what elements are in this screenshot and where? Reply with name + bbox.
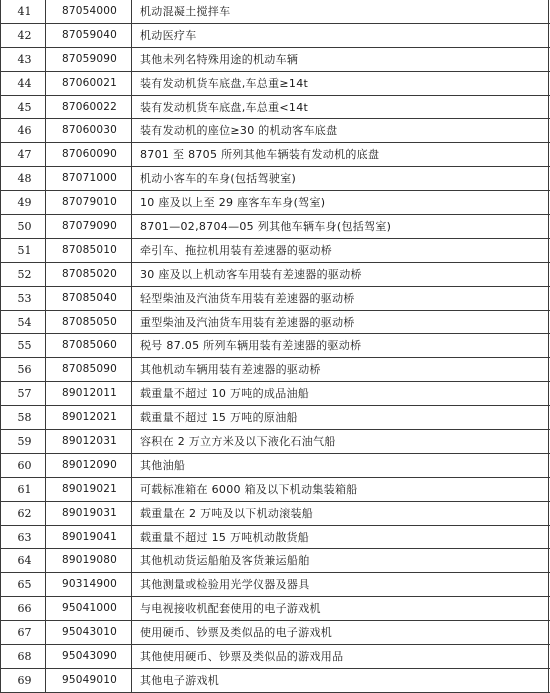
item-name: 8701 至 8705 所列其他车辆装有发动机的底盘 — [140, 148, 380, 162]
item-name: 载重量不超过 10 万吨的成品油船 — [140, 387, 310, 401]
row-number: 56 — [0, 358, 46, 381]
tariff-code: 87085040 — [46, 287, 132, 310]
item-name: 载重量不超过 15 万吨机动散货船 — [140, 530, 310, 544]
item-name: 税号 87.05 所列车辆用装有差速器的驱动桥 — [140, 339, 362, 353]
tariff-code: 95049010 — [46, 669, 132, 692]
table-row — [0, 311, 550, 335]
item-name: 其他机动货运船舶及客货兼运船舶 — [140, 554, 310, 568]
table-row — [0, 645, 550, 669]
row-number: 55 — [0, 334, 46, 357]
table-row — [0, 597, 550, 621]
row-number: 57 — [0, 382, 46, 405]
table-row — [0, 263, 550, 287]
table-row — [0, 621, 550, 645]
table-row — [0, 526, 550, 550]
table-row — [0, 24, 550, 48]
table-row — [0, 72, 550, 96]
table-row — [0, 478, 550, 502]
item-name: 容积在 2 万立方米及以下液化石油气船 — [140, 435, 336, 449]
item-name: 30 座及以上机动客车用装有差速器的驱动桥 — [140, 267, 362, 281]
tariff-code: 87060022 — [46, 96, 132, 119]
tariff-code: 87079090 — [46, 215, 132, 238]
tariff-code: 89012090 — [46, 454, 132, 477]
row-number: 61 — [0, 478, 46, 501]
row-number: 44 — [0, 72, 46, 95]
item-name: 使用硬币、钞票及类似品的电子游戏机 — [140, 626, 333, 640]
table-row — [0, 334, 550, 358]
row-number: 50 — [0, 215, 46, 238]
row-number: 64 — [0, 549, 46, 572]
table-row — [0, 48, 550, 72]
item-name: 机动医疗车 — [140, 28, 197, 42]
tariff-code: 87085020 — [46, 263, 132, 286]
row-number: 62 — [0, 502, 46, 525]
table-row — [0, 191, 550, 215]
item-name: 装有发动机货车底盘,车总重<14t — [140, 100, 309, 114]
table-row — [0, 573, 550, 597]
row-number: 69 — [0, 669, 46, 692]
item-name: 其他电子游戏机 — [140, 673, 220, 687]
item-name: 牵引车、拖拉机用装有差速器的驱动桥 — [140, 243, 333, 257]
row-number: 45 — [0, 96, 46, 119]
table-row — [0, 167, 550, 191]
tariff-code: 89019080 — [46, 549, 132, 572]
tariff-code: 90314900 — [46, 573, 132, 596]
table-row — [0, 454, 550, 478]
item-name: 装有发动机的座位≥30 的机动客车底盘 — [140, 124, 338, 138]
tariff-code: 87060021 — [46, 72, 132, 95]
tariff-code: 89012011 — [46, 382, 132, 405]
table-row — [0, 239, 550, 263]
tariff-code: 95043010 — [46, 621, 132, 644]
row-number: 58 — [0, 406, 46, 429]
row-number: 53 — [0, 287, 46, 310]
item-name: 载重量在 2 万吨及以下机动滚装船 — [140, 506, 314, 520]
table-row — [0, 96, 550, 120]
table-row — [0, 215, 550, 239]
row-number: 60 — [0, 454, 46, 477]
tariff-code: 95041000 — [46, 597, 132, 620]
item-name: 重型柴油及汽油货车用装有差速器的驱动桥 — [140, 315, 355, 329]
item-name: 8701—02,8704—05 列其他车辆车身(包括驾室) — [140, 220, 392, 234]
row-number: 68 — [0, 645, 46, 668]
row-number: 49 — [0, 191, 46, 214]
table-row — [0, 382, 550, 406]
row-number: 42 — [0, 24, 46, 47]
row-number: 63 — [0, 526, 46, 549]
row-number: 59 — [0, 430, 46, 453]
item-name: 10 座及以上至 29 座客车车身(驾室) — [140, 196, 326, 210]
row-number: 54 — [0, 311, 46, 334]
table-row — [0, 0, 550, 24]
tariff-code: 87059040 — [46, 24, 132, 47]
tariff-code: 89012031 — [46, 430, 132, 453]
table-row — [0, 143, 550, 167]
row-number: 46 — [0, 119, 46, 142]
row-number: 41 — [0, 0, 46, 23]
tariff-code: 87085050 — [46, 311, 132, 334]
item-name: 装有发动机货车底盘,车总重≥14t — [140, 76, 309, 90]
item-name: 其他使用硬币、钞票及类似品的游戏用品 — [140, 650, 344, 664]
table-row — [0, 406, 550, 430]
table-row — [0, 287, 550, 311]
tariff-code: 89019031 — [46, 502, 132, 525]
tariff-code: 89019041 — [46, 526, 132, 549]
row-number: 51 — [0, 239, 46, 262]
tariff-code: 87059090 — [46, 48, 132, 71]
item-name: 其他油船 — [140, 458, 186, 472]
item-name: 可载标准箱在 6000 箱及以下机动集装箱船 — [140, 482, 358, 496]
table-row — [0, 430, 550, 454]
table-row — [0, 358, 550, 382]
tariff-code: 87071000 — [46, 167, 132, 190]
tariff-code: 87060090 — [46, 143, 132, 166]
tariff-code: 87060030 — [46, 119, 132, 142]
tariff-code: 87085090 — [46, 358, 132, 381]
item-name: 其他未列名特殊用途的机动车辆 — [140, 52, 299, 66]
item-name: 轻型柴油及汽油货车用装有差速器的驱动桥 — [140, 291, 355, 305]
row-number: 67 — [0, 621, 46, 644]
item-name: 与电视接收机配套使用的电子游戏机 — [140, 602, 321, 616]
tariff-code: 87085060 — [46, 334, 132, 357]
row-number: 47 — [0, 143, 46, 166]
item-name: 其他测量或检验用光学仪器及器具 — [140, 578, 310, 592]
tariff-code: 89019021 — [46, 478, 132, 501]
row-number: 48 — [0, 167, 46, 190]
item-name: 其他机动车辆用装有差速器的驱动桥 — [140, 363, 321, 377]
row-number: 43 — [0, 48, 46, 71]
row-number: 65 — [0, 573, 46, 596]
row-number: 52 — [0, 263, 46, 286]
tariff-code: 89012021 — [46, 406, 132, 429]
table-row — [0, 119, 550, 143]
table-row — [0, 549, 550, 573]
item-name: 机动混凝土搅拌车 — [140, 5, 231, 18]
table-row — [0, 502, 550, 526]
item-name: 机动小客车的车身(包括驾驶室) — [140, 172, 297, 186]
table-row — [0, 669, 550, 693]
tariff-code: 87085010 — [46, 239, 132, 262]
row-number: 66 — [0, 597, 46, 620]
item-name: 载重量不超过 15 万吨的原油船 — [140, 411, 298, 425]
tariff-code: 87079010 — [46, 191, 132, 214]
tariff-code: 95043090 — [46, 645, 132, 668]
tariff-code: 87054000 — [46, 0, 132, 23]
